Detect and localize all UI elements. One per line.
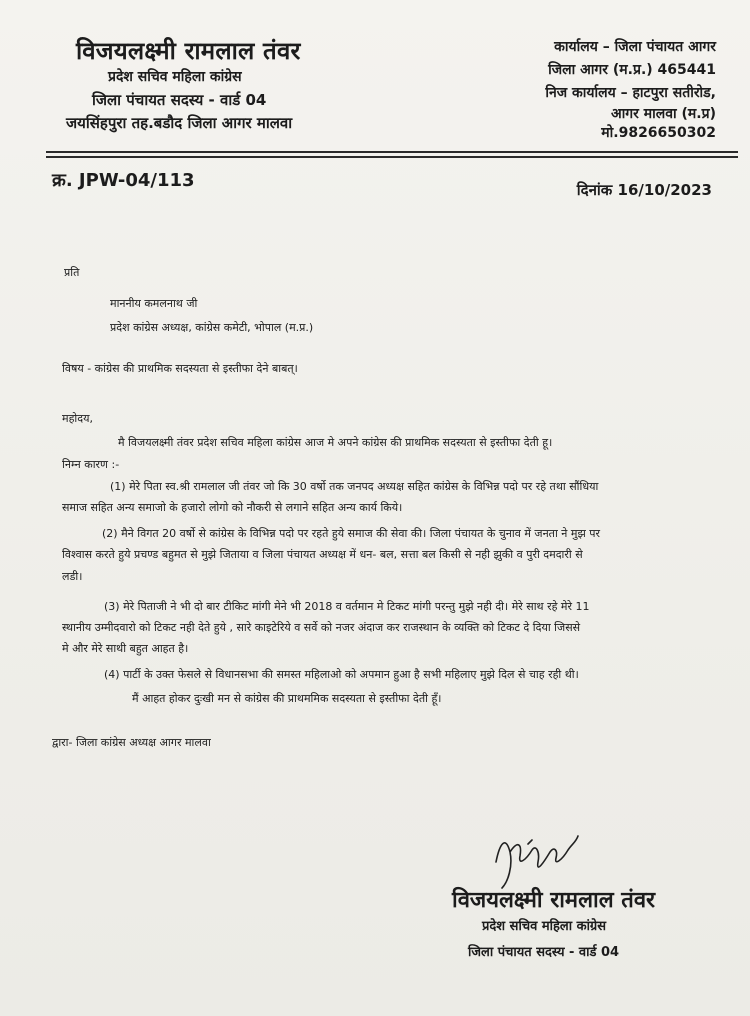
letterhead-member: जिला पंचायत सदस्य - वार्ड 04 <box>92 91 267 109</box>
header-divider-bottom <box>46 156 738 158</box>
reason-2-line-1: (2) मैने विगत 20 वर्षो से कांग्रेस के विभिन्न पदो पर रहते हुये समाज की सेवा की। जिला पंचायत के चुनाव में जनता ने मुझ पर <box>102 527 601 540</box>
subject-line: विषय - कांग्रेस की प्राथमिक सदस्यता से इस्तीफा देने बाबत्। <box>62 362 298 375</box>
header-divider-top <box>46 151 738 153</box>
letter-date: दिनांक 16/10/2023 <box>576 181 712 199</box>
reference-number: क्र. JPW-04/113 <box>52 170 195 191</box>
reason-3-line-1: (3) मेरे पिताजी ने भी दो बार टीकिट मांगी मेने भी 2018 व वर्तमान मे टिकट मांगी परन्तु मुझे नही दी। मेरे साथ रहे मेरे 11 <box>104 600 590 613</box>
signature-name: विजयलक्ष्मी रामलाल तंवर <box>452 888 656 913</box>
reason-3-line-3: मे और मेरे साथी बहुत आहत है। <box>62 642 189 655</box>
letterhead-designation: प्रदेश सचिव महिला कांग्रेस <box>108 69 242 85</box>
signature-member: जिला पंचायत सदस्य - वार्ड 04 <box>468 945 620 960</box>
closing-statement: मैं आहत होकर दुःखी मन से कांग्रेस की प्राथममिक सदस्यता से इस्तीफा देती हूँ। <box>132 692 442 705</box>
through-line: द्वारा- जिला कांग्रेस अध्यक्ष आगर मालवा <box>52 736 211 749</box>
reason-1-line-2: समाज सहित अन्य समाजो के हजारो लोगो को नौकरी से लगाने सहित अन्य कार्य किये। <box>62 501 403 514</box>
office-line-1: कार्यालय – जिला पंचायत आगर <box>554 39 716 55</box>
office-line-2: जिला आगर (म.प्र.) 465441 <box>548 62 716 78</box>
reasons-label: निम्न कारण :- <box>62 458 120 471</box>
office-line-4: आगर मालवा (म.प्र) <box>610 106 716 122</box>
recipient-to: प्रति <box>64 266 80 279</box>
intro-paragraph: मै विजयलक्ष्मी तंवर प्रदेश सचिव महिला कांग्रेस आज मे अपने कांग्रेस की प्राथमिक सदस्यता से इस्तीफा देती हू। <box>118 436 553 449</box>
handwritten-signature <box>488 822 583 892</box>
reason-2-line-2: विश्वास करते हुये प्रचण्ड बहुमत से मुझे जिताया व जिला पंचायत अध्यक्ष में धन- बल, सत्ता बल किसी से नही झुकी व पुरी दमदारी से <box>62 548 583 561</box>
reason-4-line-1: (4) पार्टी के उक्त फेसले से विधानसभा की समस्त महिलाओ को अपमान हुआ है सभी महिलाए मुझे दिल से चाह रही थी। <box>104 668 579 681</box>
office-line-3: निज कार्यालय – हाटपुरा सतीरोड, <box>545 85 716 101</box>
recipient-title: प्रदेश कांग्रेस अध्यक्ष, कांग्रेस कमेटी, भोपाल (म.प्र.) <box>110 321 314 334</box>
reason-1-line-1: (1) मेरे पिता स्व.श्री रामलाल जी तंवर जो कि 30 वर्षो तक जनपद अध्यक्ष सहित कांग्रेस के विभिन्न पदो पर रहे तथा सौंधिया <box>110 480 599 493</box>
recipient-name: माननीय कमलनाथ जी <box>110 297 198 310</box>
letterhead-name: विजयलक्ष्मी रामलाल तंवर <box>76 37 301 65</box>
letterhead-address: जयसिंहपुरा तह.बडौद जिला आगर मालवा <box>66 114 293 132</box>
reason-3-line-2: स्थानीय उम्मीदवारो को टिकट नही देते हुये , सारे काइटेरिये व सर्वे को नजर अंदाज कर राजस्थान के व्यक्ति को टिकट दे दिया जिससे <box>62 621 581 634</box>
reason-2-line-3: लडी। <box>62 570 83 583</box>
office-phone: मो.9826650302 <box>601 125 716 141</box>
salutation: महोदय, <box>62 412 93 425</box>
signature-designation: प्रदेश सचिव महिला कांग्रेस <box>482 919 607 934</box>
